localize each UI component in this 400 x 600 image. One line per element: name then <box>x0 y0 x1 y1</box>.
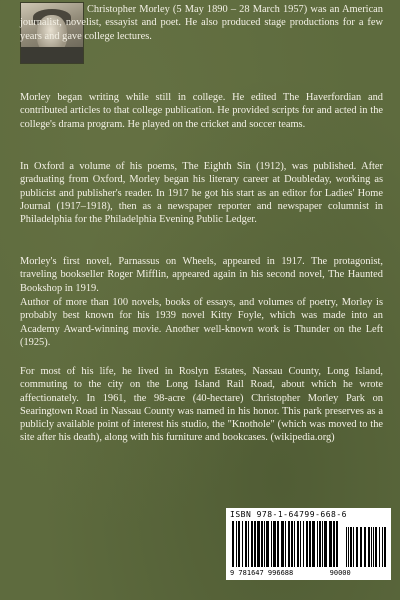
bio-paragraph-5: Author of more than 100 novels, books of essays, and volumes of poetry, Morley is probably best known for his 1939 novel Kitty Foyle, which was made into an Academy Award-winning movie. Another well-known work is Thunder on the Left (1925). <box>20 297 383 348</box>
addon-digits: 90000 <box>329 569 351 577</box>
isbn-label: ISBN 978-1-64799-668-6 <box>230 510 347 519</box>
bio-paragraph-3: In Oxford a volume of his poems, The Eighth Sin (1912), was published. After graduating from Oxford, Morley began his literary career at Doubleday, working as publicist and publisher's reader. In 1917 he got his start as an editor for Ladies' Home Journal (1917–1918), then as a newspaper reporter and newspaper columnist in Philadelphia for the Philadelphia Evening Public Ledger. <box>20 161 383 226</box>
bio-paragraph-2: Morley began writing while still in college. He edited The Haverfordian and contributed articles to that college publication. He provided scripts for and acted in the college's drama program. He played on the cricket and soccer teams. <box>20 92 383 130</box>
barcode-bars <box>230 521 387 569</box>
bio-paragraph-1: Christopher Morley (5 May 1890 – 28 March 1957) was an American journalist, novelist, essayist and poet. He also produced stage productions for a few years and gave college lectures. <box>20 4 383 42</box>
bio-paragraph-6: For most of his life, he lived in Roslyn Estates, Nassau County, Long Island, commuting to the city on the Long Island Rail Road, about which he wrote affectionately. In 1961, the 98-acre (40-hectare) Christopher Morley Park on Searingtown Road in Nassau County was named in his honor. This park preserves as a publicly available point of interest his studio, the "Knothole" (which was moved to the site after his death), along with his furniture and bookcases. (wikipedia.org) <box>20 366 383 444</box>
bio-paragraph-4: Morley's first novel, Parnassus on Wheels, appeared in 1917. The protagonist, traveling bookseller Roger Mifflin, appeared again in his second novel, The Haunted Bookshop in 1919. <box>20 256 383 294</box>
author-photo-coat <box>21 47 83 64</box>
barcode-numbers <box>230 569 351 577</box>
isbn-barcode <box>226 508 391 580</box>
ean-digits: 9 781647 996688 <box>230 569 294 577</box>
